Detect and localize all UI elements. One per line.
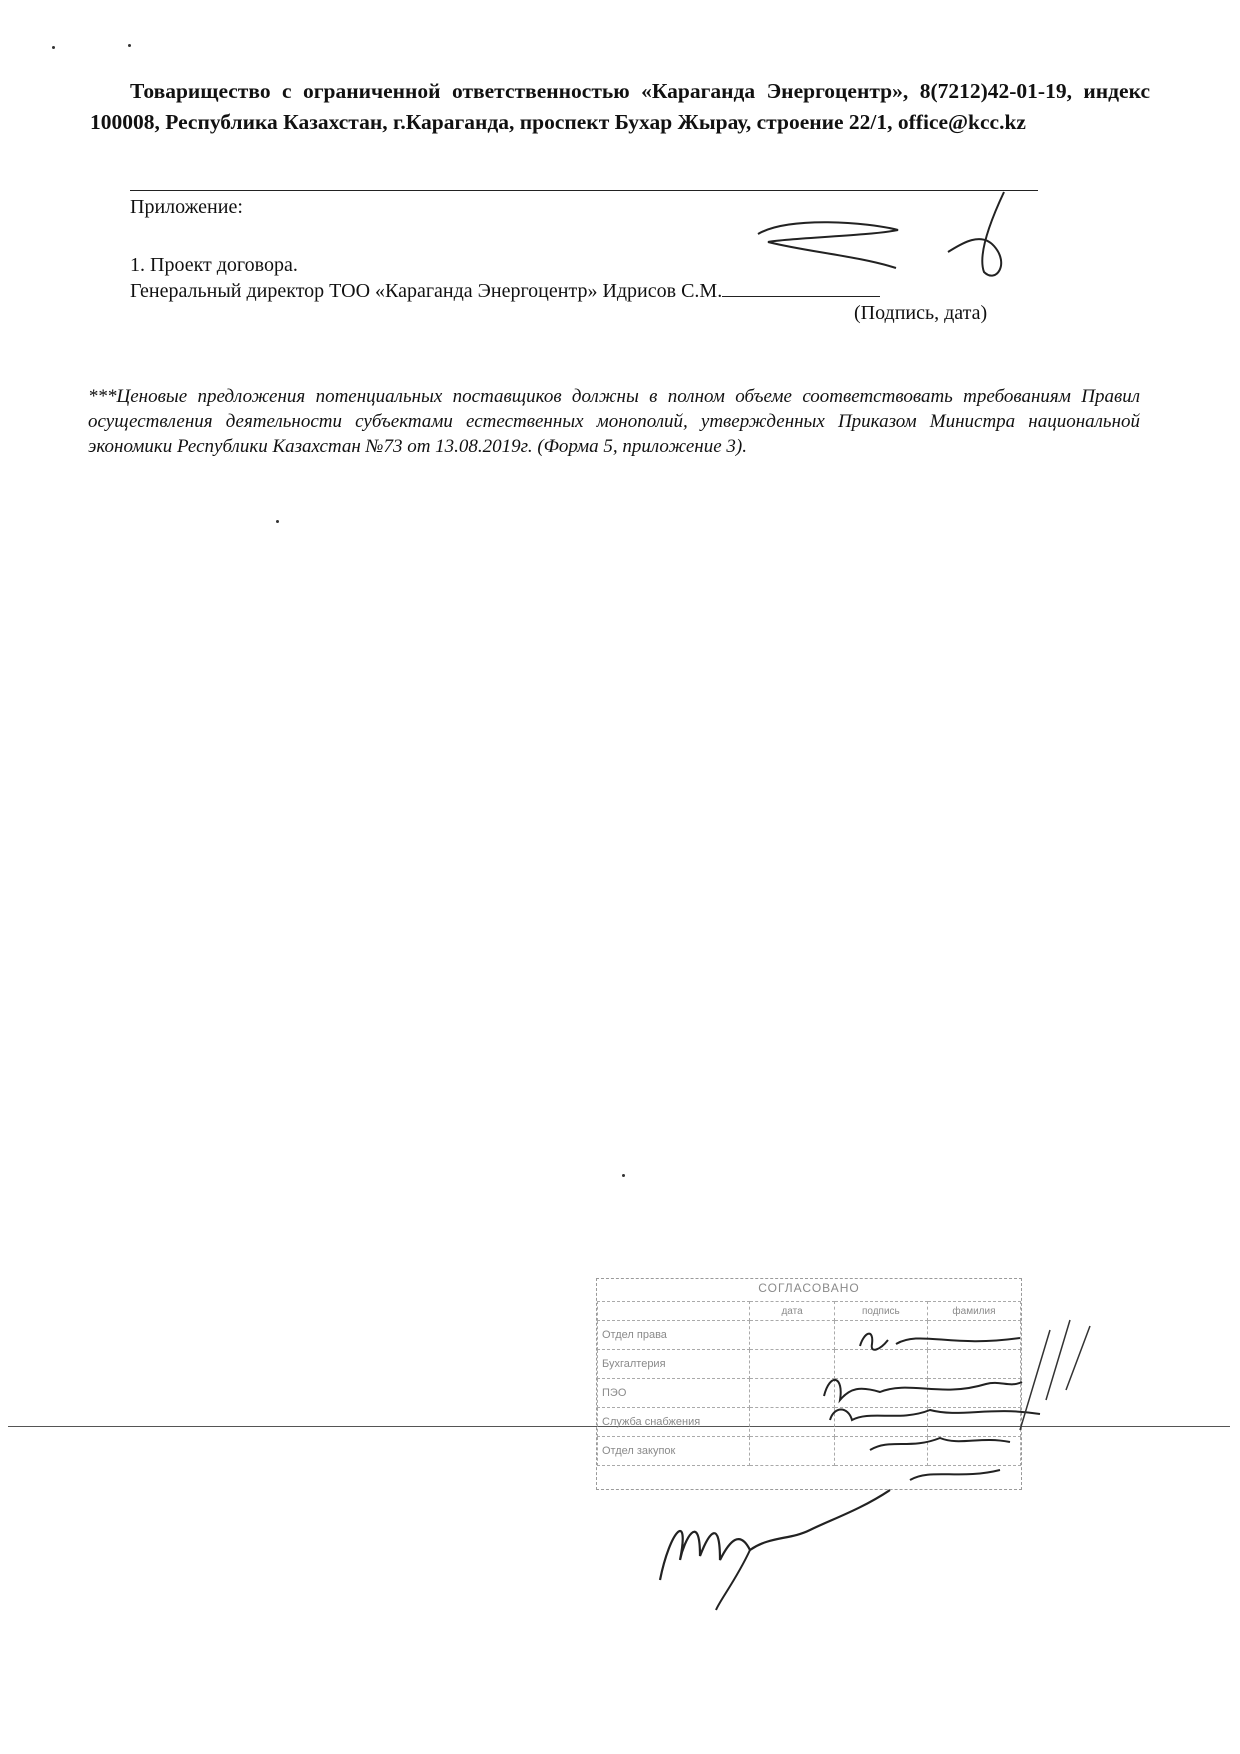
stray-mark: [622, 1174, 625, 1177]
stamp-row-label: Отдел закупок: [598, 1437, 750, 1466]
appendix-item: 1. Проект договора.: [130, 254, 298, 276]
stamp-row-label: ПЭО: [598, 1379, 750, 1408]
stray-mark: [276, 520, 279, 523]
stamp-col-header: дата: [750, 1302, 835, 1321]
appendix-label: Приложение:: [130, 196, 243, 218]
stamp-row-label: Бухгалтерия: [598, 1350, 750, 1379]
stamp-title: СОГЛАСОВАНО: [758, 1281, 860, 1295]
company-header: Товарищество с ограниченной ответственностью «Караганда Энергоцентр», 8(7212)42-01-19, индекс 100008, Республика Казахстан, г.Караганда, проспект Бухар Жырау, строение 22/1, office@kcc.kz: [90, 79, 1150, 134]
signature-caption: (Подпись, дата): [854, 302, 988, 324]
stray-mark: [52, 46, 55, 49]
stamp-row-label: Служба снабжения: [598, 1408, 750, 1437]
director-signature: [748, 186, 1028, 286]
stamp-col-header: подпись: [834, 1302, 927, 1321]
stamp-col-header: фамилия: [927, 1302, 1020, 1321]
director-name: Генеральный директор ТОО «Караганда Энергоцентр» Идрисов С.М.: [130, 280, 723, 302]
bottom-signature: [640, 1470, 900, 1620]
footnote: ***Ценовые предложения потенциальных поставщиков должны в полном объеме соответствовать требованиям Правил осуществления деятельности субъектами естественных монополий, утвержденных Приказом Министра национальной экономики Республики Казахстан №73 от 13.08.2019г. (Форма 5, приложение 3).: [88, 386, 1140, 457]
stray-mark: [128, 44, 131, 47]
stamp-col-header: [598, 1302, 750, 1321]
stamp-row-label: Отдел права: [598, 1321, 750, 1350]
